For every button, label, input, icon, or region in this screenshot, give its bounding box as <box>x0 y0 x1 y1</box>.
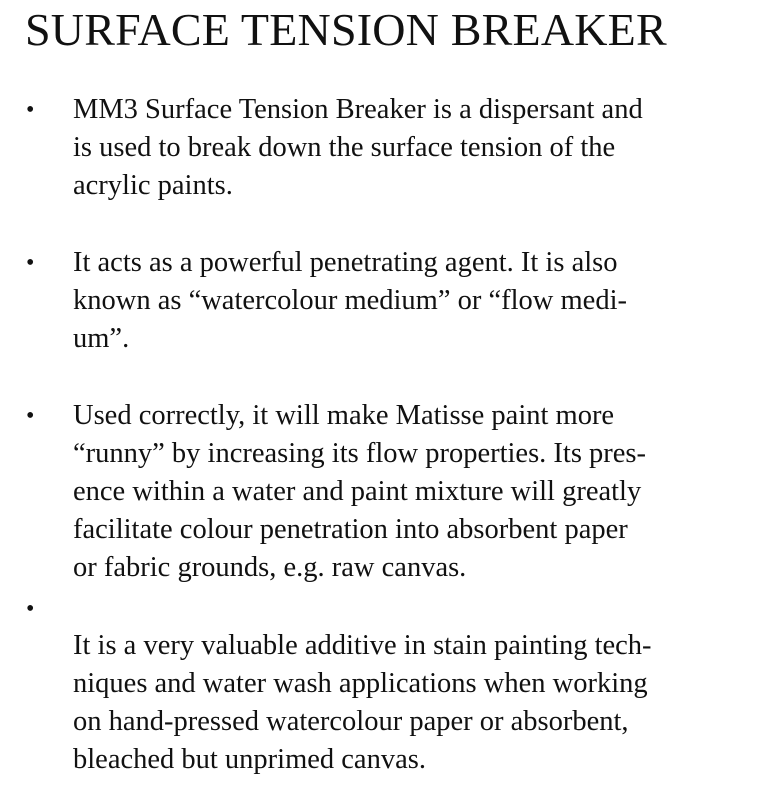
paragraph-line: on hand-pressed watercolour paper or absorbent, <box>73 706 629 737</box>
bullet-marker: • <box>26 596 35 622</box>
paragraph-line: um”. <box>73 323 130 354</box>
paragraph-line: “runny” by increasing its flow properties. Its pres- <box>73 438 647 469</box>
paragraph-line: ence within a water and paint mixture will greatly <box>73 476 642 507</box>
paragraph-line: known as “watercolour medium” or “flow medi- <box>73 285 627 316</box>
paragraph-line: or fabric grounds, e.g. raw canvas. <box>73 552 467 583</box>
paragraph-line: It acts as a powerful penetrating agent. It is also <box>73 247 618 278</box>
paragraph-line: Used correctly, it will make Matisse paint more <box>73 400 615 431</box>
paragraph-line: facilitate colour penetration into absorbent paper <box>73 514 628 545</box>
paragraph-line: acrylic paints. <box>73 170 233 201</box>
paragraph-line: It is a very valuable additive in stain painting tech- <box>73 630 652 661</box>
paragraph-line: niques and water wash applications when working <box>73 668 648 699</box>
page-title: SURFACE TENSION BREAKER <box>25 4 667 55</box>
paragraph-line: bleached but unprimed canvas. <box>73 744 426 775</box>
bullet-marker: • <box>26 403 35 429</box>
paragraph-line: MM3 Surface Tension Breaker is a dispersant and <box>73 94 643 125</box>
bullet-marker: • <box>26 97 35 123</box>
bullet-marker: • <box>26 250 35 276</box>
paragraph-line: is used to break down the surface tension of the <box>73 132 616 163</box>
